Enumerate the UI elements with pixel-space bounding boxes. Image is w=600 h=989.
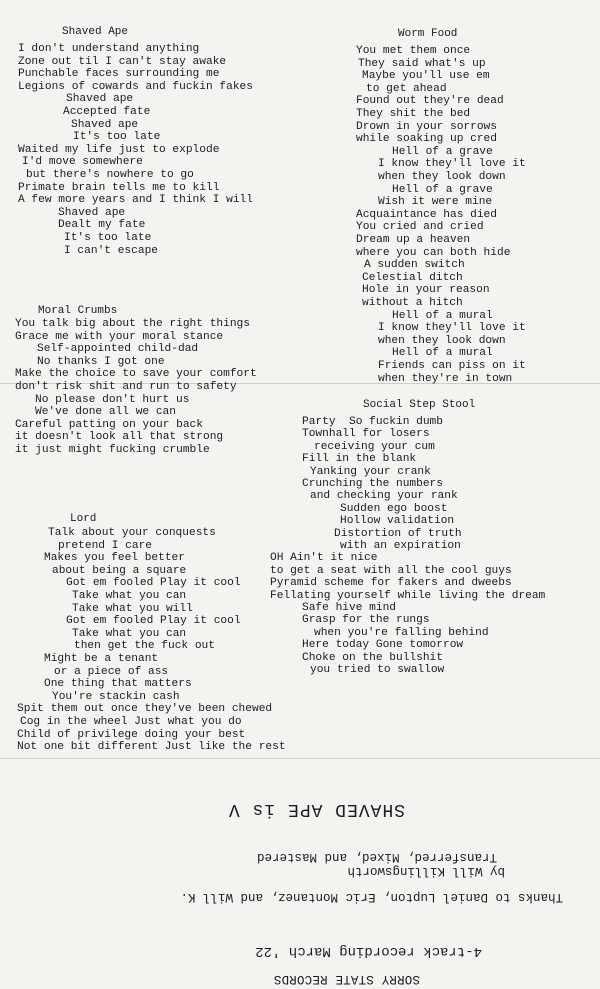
lyric-line: without a hitch: [362, 297, 463, 309]
lyric-line: A few more years and I think I will: [18, 194, 253, 207]
lyric-line: Yanking your crank: [310, 465, 431, 478]
lyric-line: when you're falling behind: [314, 626, 489, 639]
lyric-line: Here today Gone tomorrow: [302, 639, 464, 652]
lyric-line: while soaking up cred: [356, 133, 497, 146]
album-title: SHAVED APE is V: [227, 799, 405, 819]
lyric-line: OH Ain't it nice: [270, 552, 378, 565]
lyric-line: They shit the bed: [356, 108, 471, 120]
lyric-line: I know they'll love it: [378, 158, 526, 171]
lyric-line: Talk about your conquests: [48, 527, 216, 539]
lyric-line: Got em fooled Play it cool: [66, 615, 241, 628]
lyric-line: Safe hive mind: [302, 602, 396, 614]
lyric-line: Maybe you'll use em: [362, 70, 490, 83]
lyric-line: with an expiration: [340, 540, 461, 552]
lyric-line: Shaved ape: [58, 206, 126, 219]
lyric-line: Cog in the wheel Just what you do: [20, 716, 242, 728]
lyric-line: I'd move somewhere: [22, 156, 143, 169]
lyric-line: Choke on the bullshit: [302, 651, 443, 664]
lyric-line: Careful patting on your back: [15, 418, 203, 431]
lyric-line: Hollow validation: [340, 515, 455, 528]
fold-line: [0, 758, 600, 759]
lyric-line: pretend I care: [58, 539, 152, 552]
lyric-line: Waited my life just to explode: [18, 143, 220, 156]
lyric-line: when they look down: [378, 334, 506, 347]
lyric-line: you tried to swallow: [310, 664, 445, 676]
thanks-line: Thanks to Daniel Lupton, Eric Montanez, and Will K.: [180, 890, 563, 904]
lyric-line: about being a square: [52, 564, 187, 577]
lyric-line: when they look down: [378, 171, 506, 183]
lyric-line: Grasp for the rungs: [302, 614, 430, 627]
song-title: Worm Food: [398, 28, 458, 40]
lyric-line: Not one bit different Just like the rest: [17, 741, 286, 754]
lyric-line: Acquaintance has died: [356, 208, 497, 221]
lyric-line: or a piece of ass: [54, 665, 169, 678]
lyric-line: It's too late: [73, 131, 161, 144]
lyric-line: Hell of a grave: [392, 183, 493, 196]
lyric-line: Fellating yourself while living the dream: [270, 589, 546, 602]
lyric-line: it doesn't look all that strong: [15, 431, 224, 444]
lyric-line: it just might fucking crumble: [15, 444, 210, 456]
lyric-line: You're stackin cash: [52, 690, 180, 703]
lyric-line: Child of privilege doing your best: [17, 728, 246, 741]
lyric-line: Found out they're dead: [356, 95, 504, 108]
lyric-line: Dream up a heaven: [356, 234, 471, 246]
song-title: Lord: [70, 513, 97, 525]
lyric-line: Sudden ego boost: [340, 502, 448, 515]
lyric-line: I don't understand anything: [18, 43, 200, 55]
credits-panel: [0, 768, 600, 989]
lyric-line: Fill in the blank: [302, 453, 417, 466]
lyric-line: Grace me with your moral stance: [15, 330, 224, 343]
lyric-line: Accepted fate: [63, 106, 151, 118]
lyric-line: You talk big about the right things: [15, 318, 250, 330]
lyric-line: Crunching the numbers: [302, 478, 443, 490]
lyric-line: Got em fooled Play it cool: [66, 577, 241, 590]
lyric-line: but there's nowhere to go: [26, 169, 194, 181]
lyric-line: Make the choice to save your comfort: [15, 368, 257, 381]
lyric-line: where you can both hide: [356, 246, 511, 259]
lyric-line: A sudden switch: [364, 259, 465, 272]
song-title: Moral Crumbs: [38, 305, 118, 317]
lyric-line: Take what you will: [72, 602, 193, 615]
transfer-credit-line-2: by Will Killingsworth: [347, 864, 505, 878]
lyric-line: Spit them out once they've been chewed: [17, 703, 273, 716]
lyric-line: Primate brain tells me to kill: [18, 181, 220, 194]
lyric-line: Makes you feel better: [44, 552, 185, 565]
lyric-line: Friends can piss on it: [378, 360, 526, 372]
lyric-line: Hole in your reason: [362, 284, 490, 297]
lyric-line: They said what's up: [358, 57, 486, 70]
lyric-line: Might be a tenant: [44, 653, 159, 665]
lyric-line: One thing that matters: [44, 678, 192, 691]
lyric-line: Shaved ape: [71, 118, 139, 131]
lyric-line: It's too late: [64, 232, 152, 244]
lyric-line: and checking your rank: [310, 490, 458, 503]
song-title: Shaved Ape: [62, 26, 129, 38]
lyric-line: Dealt my fate: [58, 219, 146, 232]
lyric-line: Party So fuckin dumb: [302, 416, 443, 428]
lyric-line: No thanks I got one: [37, 355, 165, 368]
lyric-line: Townhall for losers: [302, 428, 430, 441]
lyric-line: Legions of cowards and fuckin fakes: [18, 80, 253, 93]
lyric-line: Pyramid scheme for fakers and dweebs: [270, 577, 512, 590]
lyric-line: I know they'll love it: [378, 322, 526, 335]
lyric-line: Wish it were mine: [378, 196, 493, 209]
lyric-line: then get the fuck out: [74, 640, 215, 653]
lyric-line: Hell of a mural: [392, 347, 493, 360]
lyric-line: Zone out til I can't stay awake: [18, 55, 227, 68]
lyric-line: Drown in your sorrows: [356, 120, 497, 133]
lyric-line: We've done all we can: [35, 406, 176, 419]
song-title: Social Step Stool: [363, 399, 476, 411]
lyric-line: Shaved ape: [66, 93, 134, 106]
lyric-line: Hell of a mural: [392, 309, 493, 322]
recording-info: 4-track recording March '22: [255, 943, 482, 959]
lyric-line: to get a seat with all the cool guys: [270, 564, 512, 577]
lyric-line: Punchable faces surrounding me: [18, 68, 220, 81]
transfer-credit-line-1: Transferred, Mixed, and Mastered: [256, 850, 497, 864]
lyric-line: Distortion of truth: [334, 527, 462, 540]
lyric-line: don't risk shit and run to safety: [15, 381, 237, 393]
lyric-line: You met them once: [356, 45, 471, 57]
lyric-line: Celestial ditch: [362, 271, 463, 284]
lyric-line: when they're in town: [378, 372, 513, 385]
lyric-line: No please don't hurt us: [35, 393, 190, 406]
lyric-line: Take what you can: [72, 627, 187, 640]
lyric-line: to get ahead: [366, 82, 447, 95]
lyric-line: I can't escape: [64, 244, 158, 257]
lyric-line: Self-appointed child-dad: [37, 343, 199, 356]
lyric-line: receiving your cum: [314, 440, 435, 453]
lyric-line: You cried and cried: [356, 221, 484, 234]
lyric-line: Take what you can: [72, 590, 187, 602]
label-name: SORRY STATE RECORDS: [273, 972, 420, 986]
lyric-line: Hell of a grave: [392, 145, 493, 158]
